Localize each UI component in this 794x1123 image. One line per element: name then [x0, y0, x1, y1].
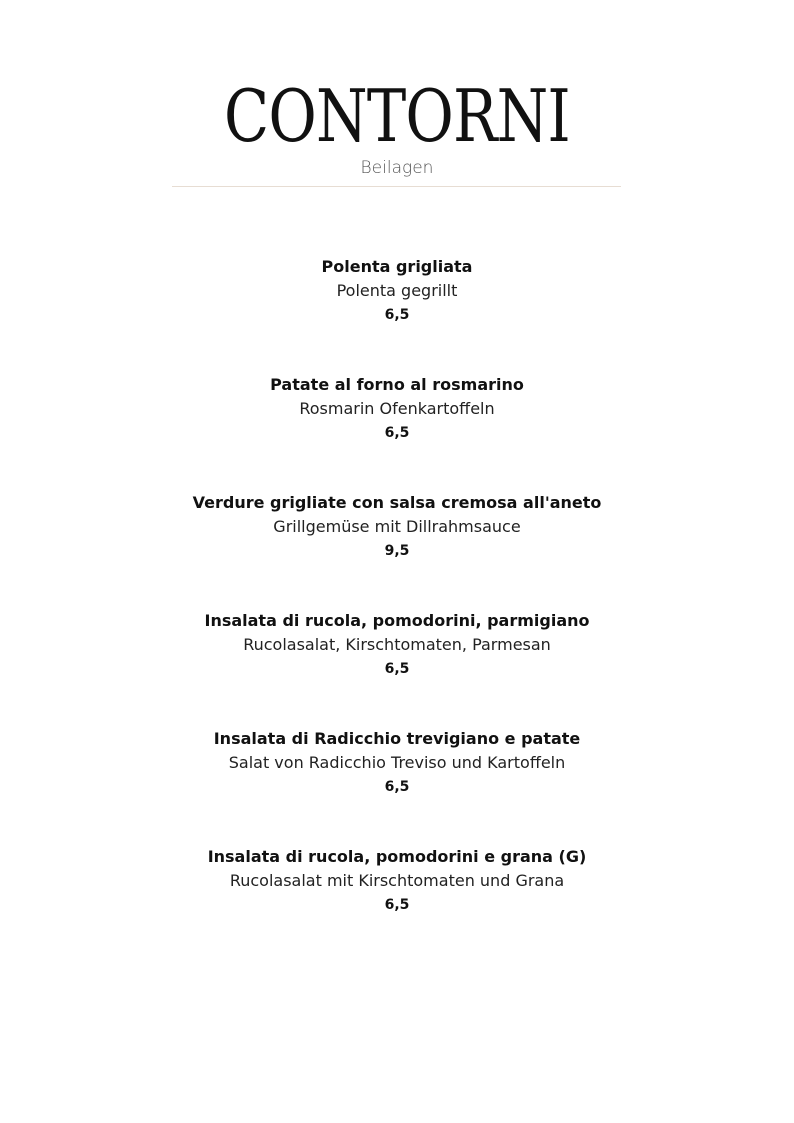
menu-item [0, 491, 794, 609]
item-description: Rucolasalat mit Kirschtomaten und Grana [229, 871, 565, 890]
item-name: Polenta grigliata [321, 257, 473, 276]
item-price: 6,5 [384, 779, 410, 795]
item-description: Rucolasalat, Kirschtomaten, Parmesan [243, 635, 551, 654]
item-price: 6,5 [384, 661, 410, 677]
item-name: Patate al forno al rosmarino [270, 375, 524, 394]
item-name: Insalata di rucola, pomodorini, parmigiano [204, 611, 590, 630]
menu-list [0, 255, 794, 963]
item-price: 6,5 [384, 425, 410, 441]
menu-item [0, 609, 794, 727]
page-subtitle: Beilagen [360, 158, 434, 178]
item-name: Verdure grigliate con salsa cremosa all'aneto [192, 493, 602, 512]
menu-item [0, 255, 794, 373]
item-price: 9,5 [384, 543, 410, 559]
item-description: Polenta gegrillt [336, 281, 458, 300]
page-title: CONTORNI [224, 74, 570, 158]
menu-item [0, 727, 794, 845]
item-price: 6,5 [384, 897, 410, 913]
header-divider [172, 186, 621, 187]
item-description: Rosmarin Ofenkartoffeln [299, 399, 495, 418]
item-description: Salat von Radicchio Treviso und Kartoffeln [228, 753, 566, 772]
item-name: Insalata di rucola, pomodorini e grana (G) [207, 847, 587, 866]
item-description: Grillgemüse mit Dillrahmsauce [273, 517, 521, 536]
menu-item [0, 373, 794, 491]
item-name: Insalata di Radicchio trevigiano e patate [213, 729, 581, 748]
item-price: 6,5 [384, 307, 410, 323]
menu-item [0, 845, 794, 963]
